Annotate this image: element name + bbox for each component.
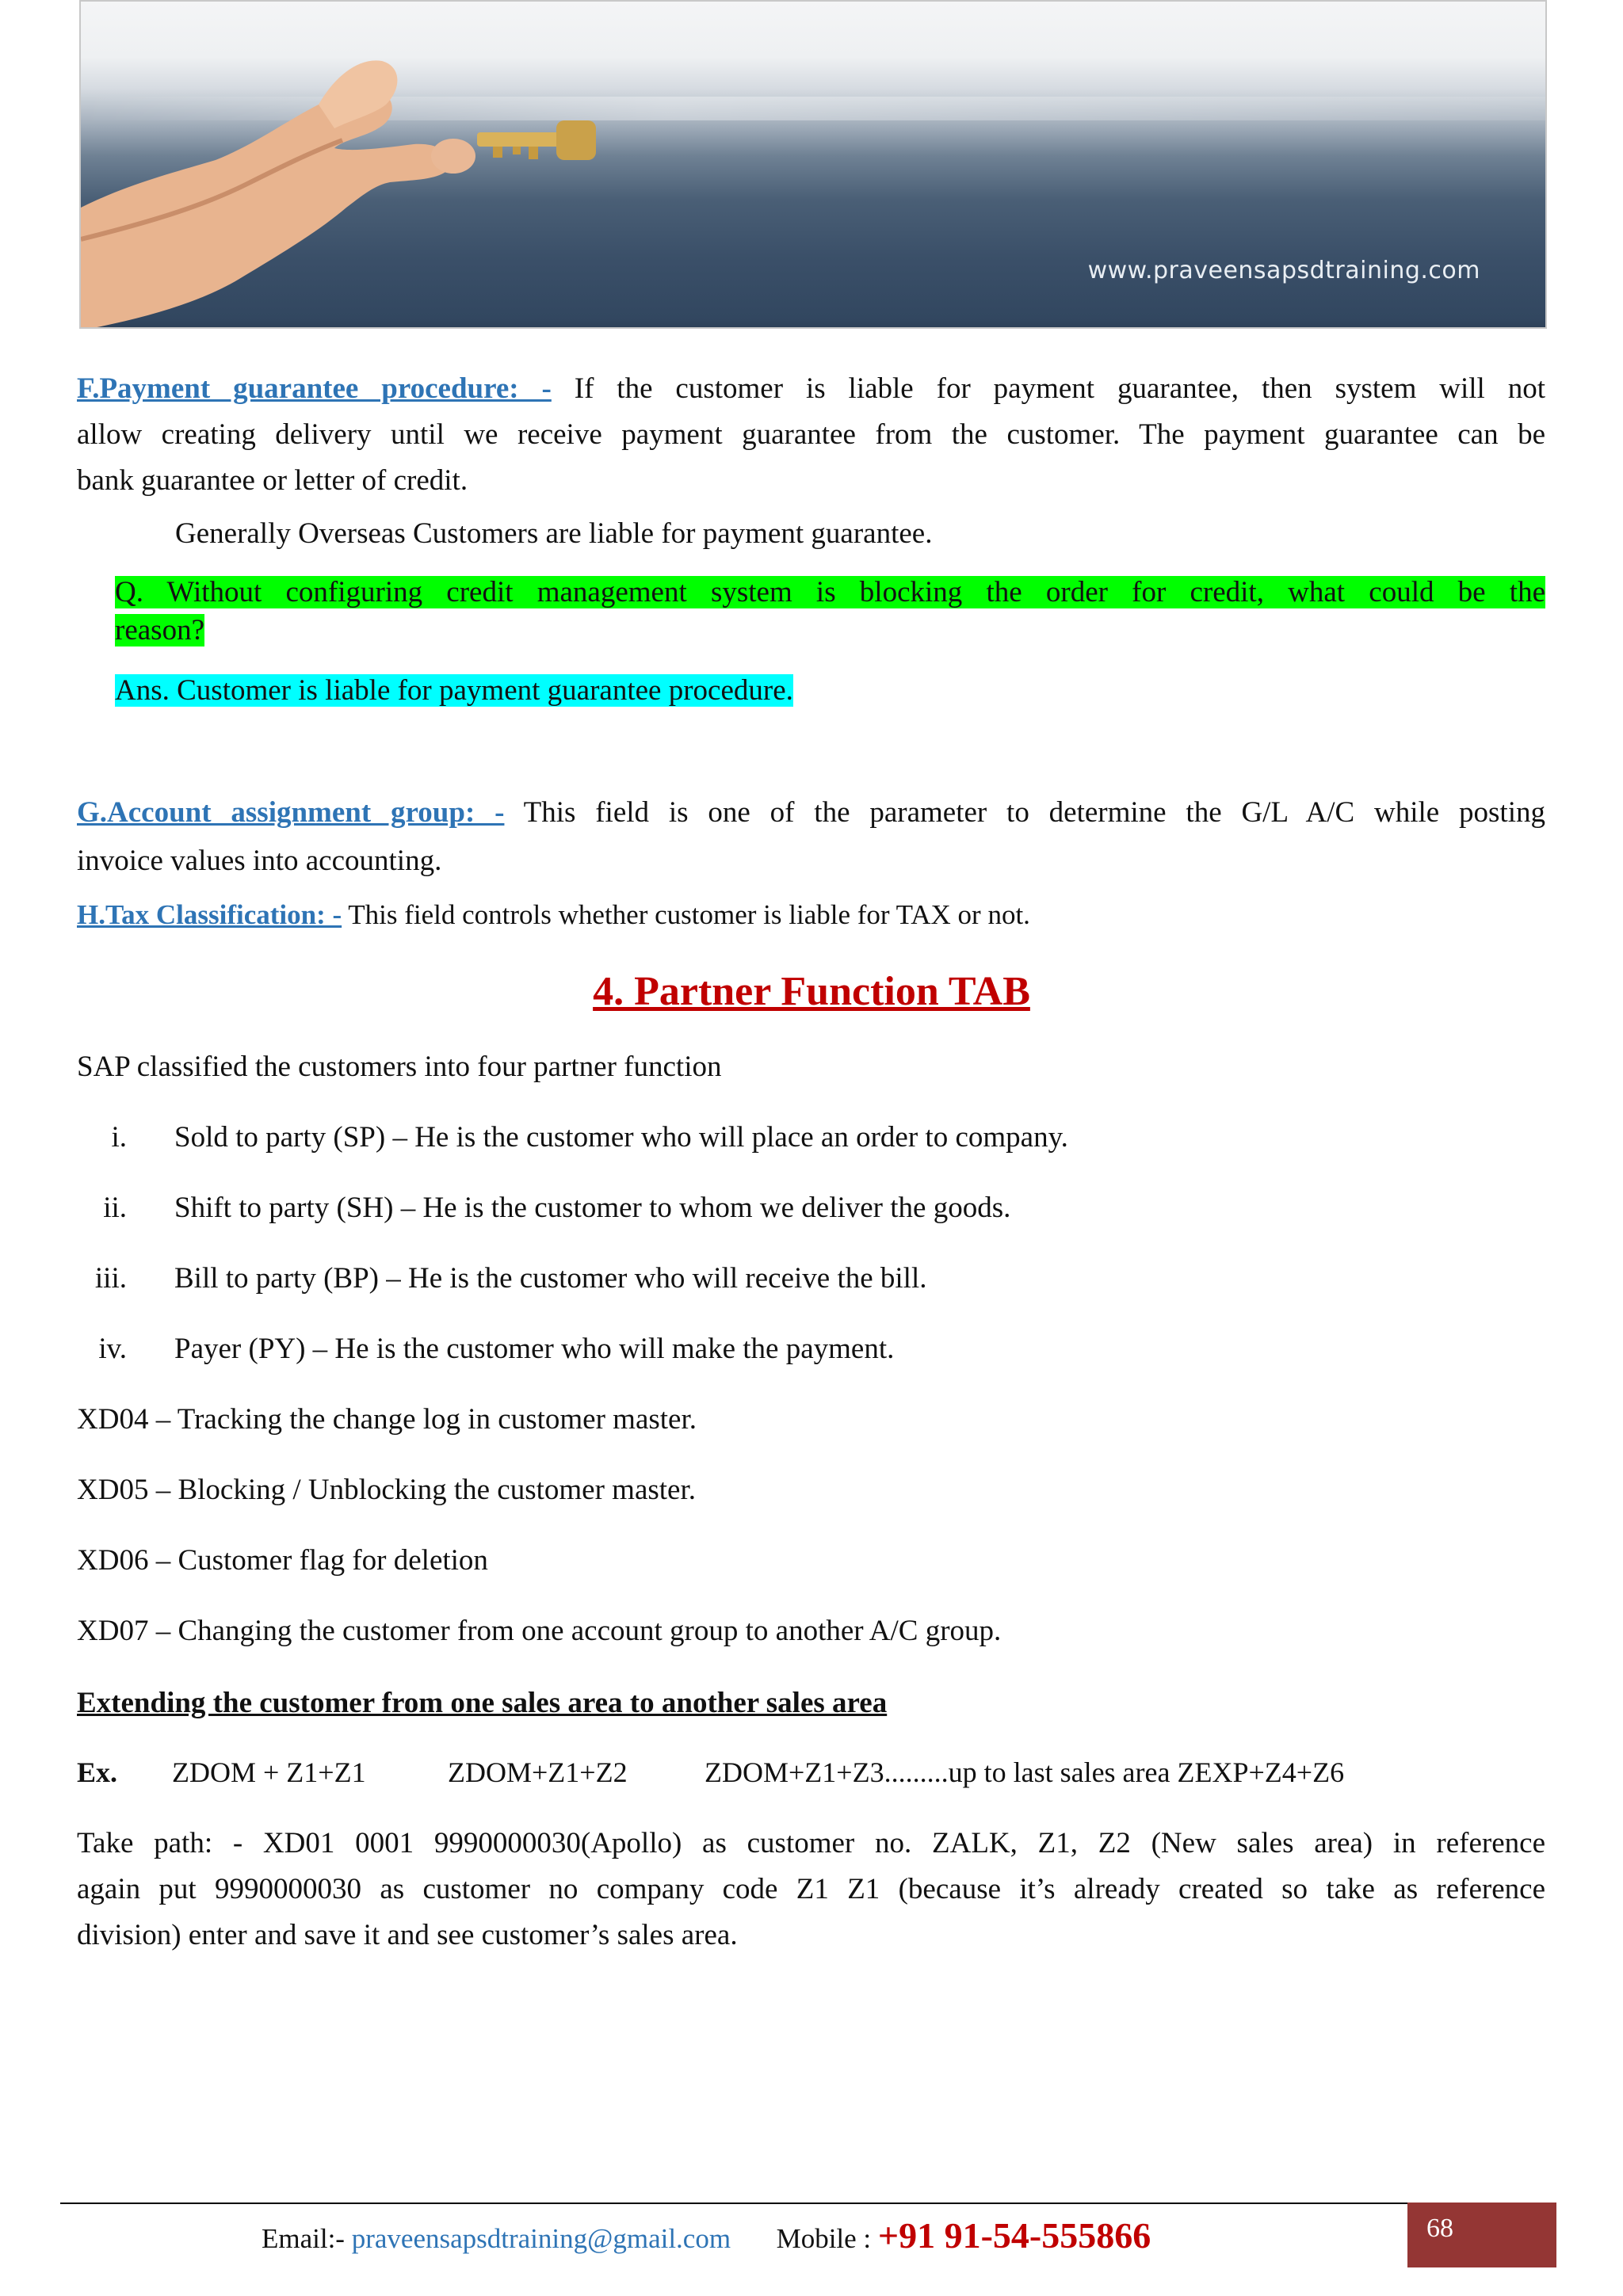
answer-line (115, 672, 793, 710)
list-text: Bill to party (BP) – He is the customer who will receive the bill. (174, 1262, 927, 1295)
question-text-2: reason? (115, 614, 204, 646)
phone-number: +91 91-54-555866 (877, 2215, 1151, 2256)
section-g-text-1: This field is one of the parameter to determine the G/L A/C while posting (523, 796, 1545, 829)
section-f-heading: F.Payment guarantee procedure: - (77, 372, 552, 405)
partner-function-title: 4. Partner Function TAB (593, 969, 1030, 1014)
tcode-line: XD04 – Tracking the change log in customer master. (77, 1403, 697, 1436)
footer-contact (262, 2214, 1151, 2256)
section-g-line1 (77, 790, 1545, 836)
email-link[interactable]: praveensapsdtraining@gmail.com (351, 2223, 731, 2254)
section-h-heading: H.Tax Classification: - (77, 899, 342, 930)
list-text: Shift to party (SH) – He is the customer to whom we deliver the goods. (174, 1192, 1011, 1224)
example-part-3: ZDOM+Z1+Z3.........up to last sales area ZEXP+Z4+Z6 (705, 1756, 1345, 1788)
list-number: i. (111, 1121, 127, 1154)
section-g-heading: G.Account assignment group: - (77, 796, 505, 829)
list-number: iii. (94, 1262, 127, 1295)
email-label: Email:- (262, 2223, 345, 2254)
answer-text: Ans. Customer is liable for payment guarantee procedure. (115, 674, 793, 707)
section-f-note: Generally Overseas Customers are liable for payment guarantee. (175, 517, 933, 550)
take-path-line1: Take path: - XD01 0001 9990000030(Apollo) as customer no. ZALK, Z1, Z2 (New sales area) in reference (77, 1827, 1545, 1859)
partner-intro: SAP classified the customers into four partner function (77, 1051, 722, 1083)
question-line2 (115, 612, 204, 650)
example-part-2: ZDOM+Z1+Z2 (448, 1756, 628, 1788)
banner-website-url[interactable]: www.praveensapsdtraining.com (1087, 257, 1480, 284)
section-f-line2: allow creating delivery until we receive payment guarantee from the customer. The payment guarantee can be (77, 418, 1545, 451)
header-banner (79, 0, 1547, 329)
example-label: Ex. (77, 1756, 118, 1788)
question-text-1: Q. Without configuring credit management system is blocking the order for credit, what could be the (115, 576, 1545, 608)
list-number: ii. (103, 1192, 127, 1224)
page-number: 68 (1426, 2214, 1453, 2243)
list-number: iv. (98, 1333, 127, 1365)
example-part-1: ZDOM + Z1+Z1 (172, 1756, 366, 1788)
tcode-line: XD06 – Customer flag for deletion (77, 1544, 488, 1577)
footer-divider (60, 2203, 1407, 2204)
hand-holding-key-image (81, 2, 636, 329)
section-h-line (77, 892, 1030, 938)
take-path-line2: again put 9990000030 as customer no company code Z1 Z1 (because it’s already created so take as reference (77, 1873, 1545, 1905)
section-f-line3: bank guarantee or letter of credit. (77, 464, 468, 497)
list-text: Sold to party (SP) – He is the customer who will place an order to company. (174, 1121, 1068, 1154)
list-text: Payer (PY) – He is the customer who will make the payment. (174, 1333, 895, 1365)
section-g-line2: invoice values into accounting. (77, 845, 442, 877)
section-h-text: This field controls whether customer is liable for TAX or not. (348, 899, 1030, 930)
question-line1 (115, 574, 1545, 612)
extend-heading: Extending the customer from one sales area to another sales area (77, 1687, 888, 1719)
take-path-line3: division) enter and save it and see customer’s sales area. (77, 1919, 738, 1951)
section-f-text-1: If the customer is liable for payment guarantee, then system will not (574, 372, 1546, 405)
page-number-box (1407, 2203, 1556, 2267)
mobile-label: Mobile : (776, 2223, 872, 2254)
tcode-line: XD07 – Changing the customer from one account group to another A/C group. (77, 1615, 1002, 1647)
section-f-line1 (77, 366, 1545, 412)
tcode-line: XD05 – Blocking / Unblocking the customer master. (77, 1474, 696, 1506)
